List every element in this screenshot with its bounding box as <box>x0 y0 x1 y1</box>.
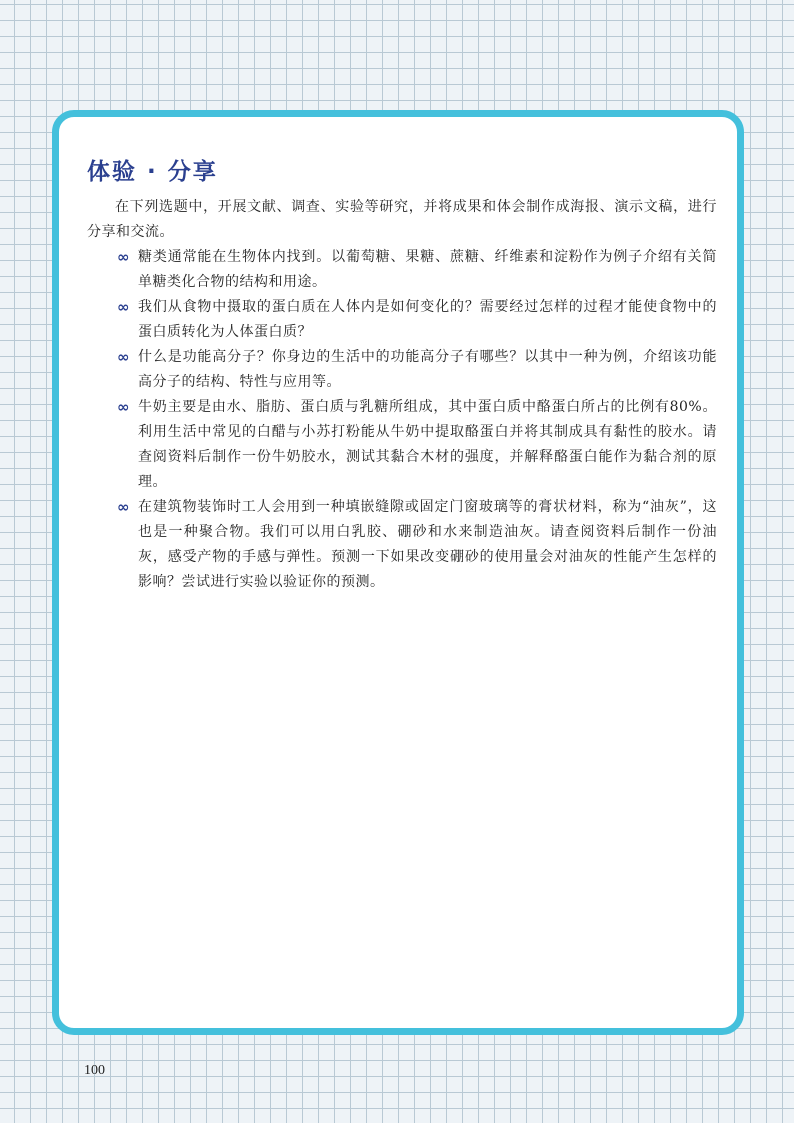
list-item <box>117 295 717 345</box>
list-item-text: 在建筑物装饰时工人会用到一种填嵌缝隙或固定门窗玻璃等的膏状材料，称为“油灰”，这也是一种聚合物。我们可以用白乳胶、硼砂和水来制造油灰。请查阅资料后制作一份油灰，感受产物的手感与弹性。预测一下如果改变硼砂的使用量会对油灰的性能产生怎样的影响？尝试进行实验以验证你的预测。 <box>138 499 717 590</box>
content-panel <box>52 110 744 1035</box>
page-number: 100 <box>84 1063 105 1078</box>
list-item <box>117 245 717 295</box>
list-item <box>117 395 717 495</box>
topic-list <box>117 245 717 595</box>
list-item-text: 什么是功能高分子？你身边的生活中的功能高分子有哪些？以其中一种为例，介绍该功能高分子的结构、特性与应用等。 <box>138 349 717 390</box>
list-item-text: 我们从食物中摄取的蛋白质在人体内是如何变化的？需要经过怎样的过程才能使食物中的蛋白质转化为人体蛋白质？ <box>138 299 717 340</box>
list-item <box>117 495 717 595</box>
list-item-text: 糖类通常能在生物体内找到。以葡萄糖、果糖、蔗糖、纤维素和淀粉作为例子介绍有关简单糖类化合物的结构和用途。 <box>138 249 717 290</box>
infinity-icon: ∞ <box>117 498 130 516</box>
section-title: 体验 · 分享 <box>87 159 218 185</box>
infinity-icon: ∞ <box>117 398 130 416</box>
list-item-text: 牛奶主要是由水、脂肪、蛋白质与乳糖所组成，其中蛋白质中酪蛋白所占的比例有80%。利用生活中常见的白醋与小苏打粉能从牛奶中提取酪蛋白并将其制成具有黏性的胶水。请查阅资料后制作一份牛奶胶水，测试其黏合木材的强度，并解释酪蛋白能作为黏合剂的原理。 <box>138 399 717 490</box>
list-item <box>117 345 717 395</box>
infinity-icon: ∞ <box>117 348 130 366</box>
infinity-icon: ∞ <box>117 248 130 266</box>
infinity-icon: ∞ <box>117 298 130 316</box>
intro-paragraph: 在下列选题中，开展文献、调查、实验等研究，并将成果和体会制作成海报、演示文稿，进行分享和交流。 <box>87 199 717 240</box>
